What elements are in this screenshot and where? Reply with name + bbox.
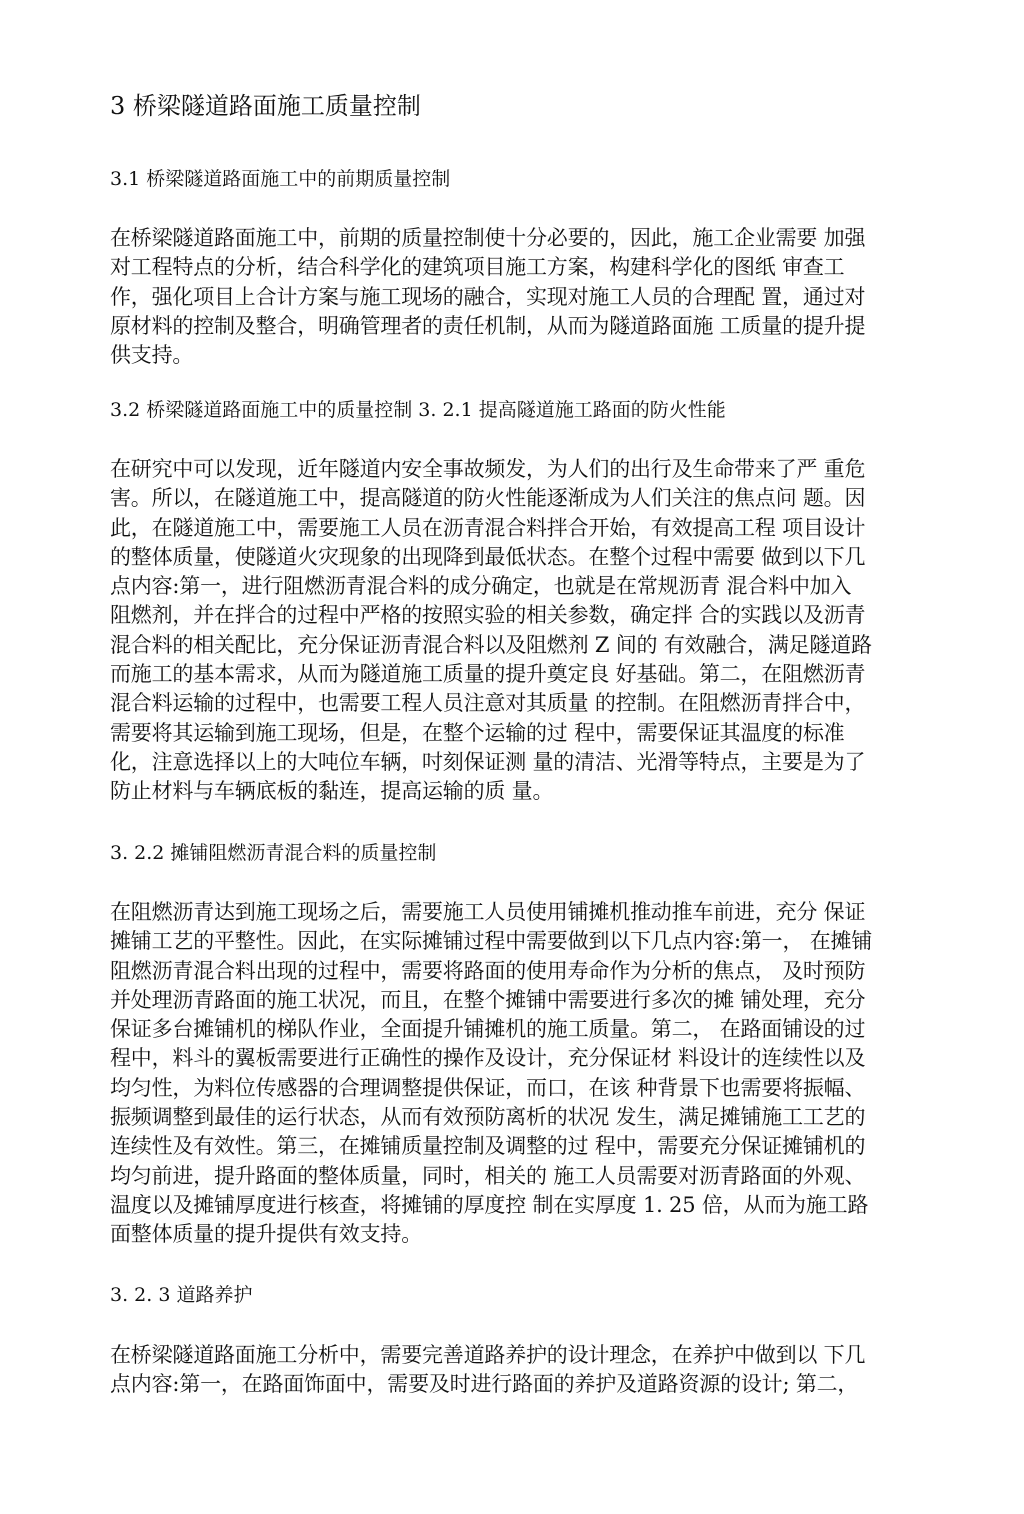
text-line: 供支持。 [110, 343, 194, 368]
paragraph-3-1 [110, 224, 920, 370]
text-line: 对工程特点的分析，结合科学化的建筑项目施工方案，构建科学化的图纸 审查工 [110, 255, 845, 280]
paragraph-3-2-1 [110, 455, 920, 807]
section-heading-3-2-2: 3. 2.2 摊铺阻燃沥青混合料的质量控制 [110, 842, 437, 864]
text-line: 混合料运输的过程中，也需要工程人员注意对其质量 的控制。在阻燃沥青拌合中， [110, 691, 866, 716]
section-heading-3-1: 3.1 桥梁隧道路面施工中的前期质量控制 [110, 168, 451, 190]
text-line: 振频调整到最佳的运行状态，从而有效预防离析的状况 发生，满足摊铺施工工艺的 [110, 1105, 866, 1130]
text-line: 程中，料斗的翼板需要进行正确性的操作及设计，充分保证材 料设计的连续性以及 [110, 1046, 866, 1071]
text-line: 阻燃沥青混合料出现的过程中，需要将路面的使用寿命作为分析的焦点， 及时预防 [110, 958, 866, 983]
text-line: 在桥梁隧道路面施工分析中，需要完善道路养护的设计理念，在养护中做到以 下几 [110, 1343, 866, 1367]
text-line: 害。所以，在隧道施工中，提高隧道的防火性能逐渐成为人们关注的焦点问 题。因 [110, 486, 866, 511]
text-line: 并处理沥青路面的施工状况，而且，在整个摊铺中需要进行多次的摊 铺处理，充分 [110, 987, 866, 1012]
text-line: 此，在隧道施工中，需要施工人员在沥青混合料拌合开始，有效提高工程 项目设计 [110, 515, 866, 540]
text-line: 在研究中可以发现，近年隧道内安全事故频发，为人们的出行及生命带来了严 重危 [110, 457, 866, 481]
document-title: 3 桥梁隧道路面施工质量控制 [110, 92, 421, 120]
text-line: 阻燃剂，并在拌合的过程中严格的按照实验的相关参数，确定拌 合的实践以及沥青 [110, 603, 866, 628]
section-heading-3-2: 3.2 桥梁隧道路面施工中的质量控制 3. 2.1 提高隧道施工路面的防火性能 [110, 399, 726, 421]
section-heading-3-2-3: 3. 2. 3 道路养护 [110, 1284, 253, 1306]
text-line: 温度以及摊铺厚度进行核查，将摊铺的厚度控 制在实厚度 1. 25 倍，从而为施工路 [110, 1192, 869, 1217]
text-line: 在桥梁隧道路面施工中，前期的质量控制使十分必要的，因此，施工企业需要 加强 [110, 226, 866, 250]
text-line: 面整体质量的提升提供有效支持。 [110, 1222, 422, 1247]
paragraph-3-2-3 [110, 1341, 920, 1400]
text-line: 原材料的控制及整合，明确管理者的责任机制，从而为隧道路面施 工质量的提升提 [110, 313, 866, 338]
text-line: 连续性及有效性。第三，在摊铺质量控制及调整的过 程中，需要充分保证摊铺机的 [110, 1134, 866, 1159]
text-line: 混合料的相关配比，充分保证沥青混合料以及阻燃剂 Z 间的 有效融合，满足隧道路 [110, 632, 872, 657]
text-line: 的整体质量，使隧道火灾现象的出现降到最低状态。在整个过程中需要 做到以下几 [110, 544, 866, 569]
text-line: 保证多台摊铺机的梯队作业，全面提升铺摊机的施工质量。第二， 在路面铺设的过 [110, 1017, 866, 1042]
text-line: 而施工的基本需求，从而为隧道施工质量的提升奠定良 好基础。第二，在阻燃沥青 [110, 662, 866, 687]
text-line: 点内容:第一，进行阻燃沥青混合料的成分确定，也就是在常规沥青 混合料中加入 [110, 574, 852, 599]
text-line: 点内容:第一，在路面饰面中，需要及时进行路面的养护及道路资源的设计; 第二， [110, 1372, 859, 1397]
paragraph-3-2-2 [110, 898, 920, 1250]
text-line: 需要将其运输到施工现场，但是，在整个运输的过 程中，需要保证其温度的标准 [110, 720, 845, 745]
text-line: 均匀性，为料位传感器的合理调整提供保证，而口，在该 种背景下也需要将振幅、 [110, 1075, 866, 1100]
text-line: 摊铺工艺的平整性。因此，在实际摊铺过程中需要做到以下几点内容:第一， 在摊铺 [110, 929, 873, 954]
text-line: 防止材料与车辆底板的黏连，提高运输的质 量。 [110, 779, 554, 804]
text-line: 在阻燃沥青达到施工现场之后，需要施工人员使用铺摊机推动推车前进，充分 保证 [110, 900, 866, 924]
text-line: 作，强化项目上合计方案与施工现场的融合，实现对施工人员的合理配 置，通过对 [110, 284, 866, 309]
text-line: 化，注意选择以上的大吨位车辆，吋刻保证测 量的清洁、光滑等特点，主要是为了 [110, 749, 866, 774]
text-line: 均匀前进，提升路面的整体质量，同时，相关的 施工人员需要对沥青路面的外观、 [110, 1163, 866, 1188]
